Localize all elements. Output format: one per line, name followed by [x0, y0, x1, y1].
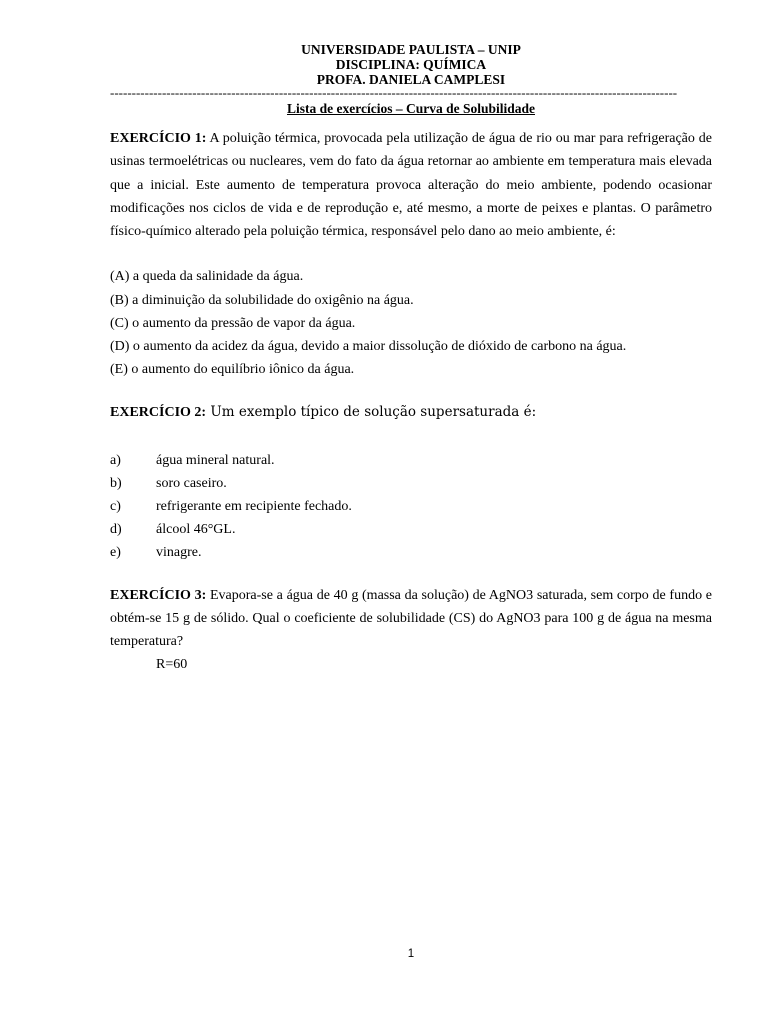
exercise-3-answer: R=60: [156, 657, 188, 673]
item-letter: d): [110, 522, 122, 538]
exercise-1: [110, 127, 712, 243]
exercise-3: [110, 584, 712, 654]
option-e: (E) o aumento do equilíbrio iônico da água.: [110, 362, 355, 378]
option-b: (B) a diminuição da solubilidade do oxigênio na água.: [110, 292, 414, 308]
exercise-2-options: [110, 449, 712, 565]
discipline-name: DISCIPLINA: QUÍMICA: [335, 57, 487, 72]
document-page: [110, 42, 712, 676]
list-item: [110, 472, 712, 495]
exercise-3-label: EXERCÍCIO 3:: [110, 587, 207, 603]
exercise-1-options: [110, 265, 712, 381]
item-text: refrigerante em recipiente fechado.: [156, 498, 352, 514]
list-item: [110, 541, 712, 564]
exercise-3-text: Evapora-se a água de 40 g (massa da solução) de AgNO3 saturada, sem corpo de fundo e obtém-se 15 g de sólido. Qual o coeficiente de solubilidade (CS) do AgNO3 para 100 g de água na mesma temperatura?: [110, 587, 712, 650]
professor-name: PROFA. DANIELA CAMPLESI: [316, 72, 506, 87]
item-text: soro caseiro.: [156, 475, 227, 491]
exercise-1-label: EXERCÍCIO 1:: [110, 131, 207, 146]
item-letter: a): [110, 452, 121, 468]
item-letter: c): [110, 498, 121, 514]
exercise-1-text: A poluição térmica, provocada pela utilização de água de rio ou mar para refrigeração de usinas termoelétricas ou nucleares, vem do fato da água retornar ao ambiente em temperatura mais elevada que a inicial. Este aumento de temperatura provoca alteração do meio ambiente, podendo ocasionar modificações nos ciclos de vida e de reprodução e, até mesmo, a morte de peixes e plantas. O parâmetro físico-químico alterado pela poluição térmica, responsável pelo dano ao meio ambiente, é:: [110, 131, 712, 240]
exercise-2-label: EXERCÍCIO 2:: [110, 404, 207, 420]
page-number: 1: [407, 948, 415, 960]
option-c: (C) o aumento da pressão de vapor da água.: [110, 315, 356, 331]
list-item: [110, 449, 712, 472]
item-text: álcool 46°GL.: [156, 522, 236, 538]
list-item: [110, 495, 712, 518]
exercise-2-text: Um exemplo típico de solução supersaturada é:: [206, 403, 537, 420]
list-item: [110, 518, 712, 541]
university-name: UNIVERSIDADE PAULISTA – UNIP: [301, 42, 521, 57]
exercise-2: [110, 402, 712, 423]
item-text: vinagre.: [156, 545, 202, 561]
item-text: água mineral natural.: [156, 452, 275, 468]
option-a: (A) a queda da salinidade da água.: [110, 269, 304, 285]
separator-line: -----------------------------------------------------------------------------------------------------------------------------------: [110, 87, 678, 99]
list-title-text: Lista de exercícios – Curva de Solubilidade: [286, 101, 535, 116]
option-d: (D) o aumento da acidez da água, devido a maior dissolução de dióxido de carbono na água.: [110, 339, 627, 355]
item-letter: b): [110, 475, 122, 491]
item-letter: e): [110, 545, 121, 561]
list-title: [110, 101, 712, 117]
